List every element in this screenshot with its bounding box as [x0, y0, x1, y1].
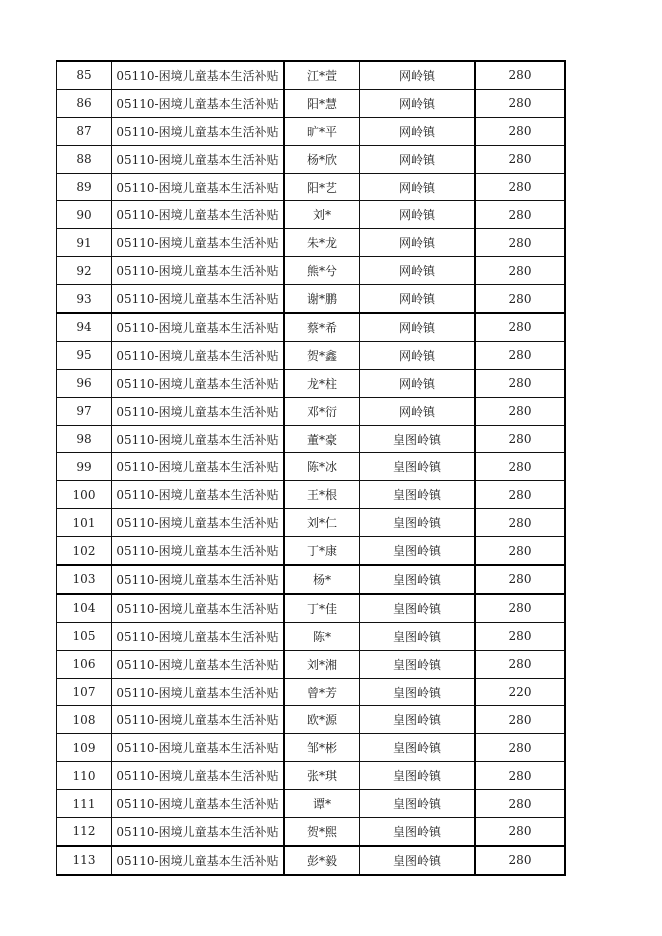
subsidy-item-cell: 05110-困境儿童基本生活补贴	[112, 818, 285, 846]
recipient-name-cell: 谭*	[284, 790, 360, 818]
subsidy-item-cell: 05110-困境儿童基本生活补贴	[112, 846, 285, 875]
recipient-name-cell: 张*琪	[284, 762, 360, 790]
recipient-name-cell: 阳*慧	[284, 89, 360, 117]
table-row	[57, 453, 566, 481]
town-name-cell: 皇图岭镇	[360, 481, 476, 509]
subsidy-item-cell: 05110-困境儿童基本生活补贴	[112, 565, 285, 594]
table-row	[57, 173, 566, 201]
recipient-name-cell: 阳*艺	[284, 173, 360, 201]
row-number-cell: 112	[57, 818, 112, 846]
town-name-cell: 皇图岭镇	[360, 453, 476, 481]
amount-cell: 220	[475, 678, 565, 706]
town-name-cell: 皇图岭镇	[360, 509, 476, 537]
town-name-cell: 网岭镇	[360, 229, 476, 257]
recipient-name-cell: 丁*康	[284, 537, 360, 565]
table-row	[57, 89, 566, 117]
table-row	[57, 117, 566, 145]
recipient-name-cell: 陈*	[284, 622, 360, 650]
table-row	[57, 622, 566, 650]
town-name-cell: 皇图岭镇	[360, 734, 476, 762]
amount-cell: 280	[475, 537, 565, 565]
table-row	[57, 145, 566, 173]
recipient-name-cell: 贺*熙	[284, 818, 360, 846]
row-number-cell: 110	[57, 762, 112, 790]
subsidy-item-cell: 05110-困境儿童基本生活补贴	[112, 145, 285, 173]
town-name-cell: 网岭镇	[360, 117, 476, 145]
amount-cell: 280	[475, 229, 565, 257]
amount-cell: 280	[475, 341, 565, 369]
recipient-name-cell: 贺*鑫	[284, 341, 360, 369]
recipient-name-cell: 欧*源	[284, 706, 360, 734]
amount-cell: 280	[475, 61, 565, 89]
amount-cell: 280	[475, 762, 565, 790]
row-number-cell: 87	[57, 117, 112, 145]
recipient-name-cell: 朱*龙	[284, 229, 360, 257]
town-name-cell: 皇图岭镇	[360, 818, 476, 846]
town-name-cell: 网岭镇	[360, 397, 476, 425]
amount-cell: 280	[475, 173, 565, 201]
row-number-cell: 111	[57, 790, 112, 818]
table-row	[57, 61, 566, 89]
table-row	[57, 369, 566, 397]
amount-cell: 280	[475, 706, 565, 734]
row-number-cell: 113	[57, 846, 112, 875]
row-number-cell: 107	[57, 678, 112, 706]
amount-cell: 280	[475, 565, 565, 594]
town-name-cell: 网岭镇	[360, 173, 476, 201]
table-row	[57, 229, 566, 257]
recipient-name-cell: 熊*兮	[284, 257, 360, 285]
town-name-cell: 皇图岭镇	[360, 622, 476, 650]
town-name-cell: 网岭镇	[360, 201, 476, 229]
amount-cell: 280	[475, 257, 565, 285]
subsidy-item-cell: 05110-困境儿童基本生活补贴	[112, 706, 285, 734]
row-number-cell: 89	[57, 173, 112, 201]
amount-cell: 280	[475, 509, 565, 537]
row-number-cell: 93	[57, 285, 112, 313]
subsidy-item-cell: 05110-困境儿童基本生活补贴	[112, 650, 285, 678]
town-name-cell: 网岭镇	[360, 341, 476, 369]
row-number-cell: 98	[57, 425, 112, 453]
subsidy-item-cell: 05110-困境儿童基本生活补贴	[112, 790, 285, 818]
table-row	[57, 201, 566, 229]
town-name-cell: 皇图岭镇	[360, 425, 476, 453]
amount-cell: 280	[475, 453, 565, 481]
subsidy-item-cell: 05110-困境儿童基本生活补贴	[112, 481, 285, 509]
subsidy-item-cell: 05110-困境儿童基本生活补贴	[112, 622, 285, 650]
amount-cell: 280	[475, 285, 565, 313]
table-row	[57, 257, 566, 285]
table-body	[57, 61, 566, 875]
recipient-name-cell: 谢*鹏	[284, 285, 360, 313]
row-number-cell: 106	[57, 650, 112, 678]
subsidy-item-cell: 05110-困境儿童基本生活补贴	[112, 229, 285, 257]
recipient-name-cell: 杨*	[284, 565, 360, 594]
recipient-name-cell: 彭*毅	[284, 846, 360, 875]
subsidy-item-cell: 05110-困境儿童基本生活补贴	[112, 117, 285, 145]
recipient-name-cell: 江*萱	[284, 61, 360, 89]
amount-cell: 280	[475, 369, 565, 397]
town-name-cell: 网岭镇	[360, 61, 476, 89]
amount-cell: 280	[475, 145, 565, 173]
table-row	[57, 397, 566, 425]
row-number-cell: 88	[57, 145, 112, 173]
row-number-cell: 104	[57, 594, 112, 622]
recipient-name-cell: 陈*冰	[284, 453, 360, 481]
table-row	[57, 762, 566, 790]
recipient-name-cell: 丁*佳	[284, 594, 360, 622]
row-number-cell: 95	[57, 341, 112, 369]
town-name-cell: 皇图岭镇	[360, 846, 476, 875]
recipient-name-cell: 龙*柱	[284, 369, 360, 397]
town-name-cell: 皇图岭镇	[360, 565, 476, 594]
town-name-cell: 皇图岭镇	[360, 650, 476, 678]
table-row	[57, 650, 566, 678]
town-name-cell: 网岭镇	[360, 145, 476, 173]
amount-cell: 280	[475, 650, 565, 678]
recipient-name-cell: 邹*彬	[284, 734, 360, 762]
subsidy-item-cell: 05110-困境儿童基本生活补贴	[112, 61, 285, 89]
row-number-cell: 96	[57, 369, 112, 397]
recipient-name-cell: 刘*仁	[284, 509, 360, 537]
subsidy-item-cell: 05110-困境儿童基本生活补贴	[112, 537, 285, 565]
amount-cell: 280	[475, 397, 565, 425]
subsidy-item-cell: 05110-困境儿童基本生活补贴	[112, 173, 285, 201]
amount-cell: 280	[475, 117, 565, 145]
table-row	[57, 790, 566, 818]
town-name-cell: 网岭镇	[360, 313, 476, 341]
row-number-cell: 103	[57, 565, 112, 594]
town-name-cell: 皇图岭镇	[360, 537, 476, 565]
row-number-cell: 97	[57, 397, 112, 425]
table-row	[57, 481, 566, 509]
table-row	[57, 734, 566, 762]
amount-cell: 280	[475, 790, 565, 818]
amount-cell: 280	[475, 89, 565, 117]
town-name-cell: 网岭镇	[360, 285, 476, 313]
subsidy-item-cell: 05110-困境儿童基本生活补贴	[112, 509, 285, 537]
table-row	[57, 565, 566, 594]
row-number-cell: 86	[57, 89, 112, 117]
row-number-cell: 101	[57, 509, 112, 537]
row-number-cell: 105	[57, 622, 112, 650]
table-row	[57, 594, 566, 622]
town-name-cell: 皇图岭镇	[360, 706, 476, 734]
table-row	[57, 818, 566, 846]
amount-cell: 280	[475, 313, 565, 341]
subsidy-item-cell: 05110-困境儿童基本生活补贴	[112, 285, 285, 313]
amount-cell: 280	[475, 622, 565, 650]
recipient-name-cell: 刘*	[284, 201, 360, 229]
table-row	[57, 509, 566, 537]
row-number-cell: 92	[57, 257, 112, 285]
amount-cell: 280	[475, 818, 565, 846]
row-number-cell: 102	[57, 537, 112, 565]
amount-cell: 280	[475, 481, 565, 509]
amount-cell: 280	[475, 425, 565, 453]
subsidy-item-cell: 05110-困境儿童基本生活补贴	[112, 734, 285, 762]
recipient-name-cell: 邓*衍	[284, 397, 360, 425]
town-name-cell: 网岭镇	[360, 89, 476, 117]
subsidy-item-cell: 05110-困境儿童基本生活补贴	[112, 678, 285, 706]
recipient-name-cell: 董*豪	[284, 425, 360, 453]
subsidy-item-cell: 05110-困境儿童基本生活补贴	[112, 89, 285, 117]
recipient-name-cell: 刘*湘	[284, 650, 360, 678]
town-name-cell: 网岭镇	[360, 257, 476, 285]
recipient-name-cell: 王*根	[284, 481, 360, 509]
recipient-name-cell: 曾*芳	[284, 678, 360, 706]
table-row	[57, 425, 566, 453]
table-row	[57, 537, 566, 565]
subsidy-item-cell: 05110-困境儿童基本生活补贴	[112, 341, 285, 369]
town-name-cell: 皇图岭镇	[360, 678, 476, 706]
row-number-cell: 91	[57, 229, 112, 257]
row-number-cell: 109	[57, 734, 112, 762]
table-row	[57, 285, 566, 313]
row-number-cell: 94	[57, 313, 112, 341]
subsidy-item-cell: 05110-困境儿童基本生活补贴	[112, 453, 285, 481]
subsidy-item-cell: 05110-困境儿童基本生活补贴	[112, 313, 285, 341]
town-name-cell: 网岭镇	[360, 369, 476, 397]
row-number-cell: 85	[57, 61, 112, 89]
recipient-name-cell: 蔡*希	[284, 313, 360, 341]
row-number-cell: 108	[57, 706, 112, 734]
table-row	[57, 678, 566, 706]
row-number-cell: 99	[57, 453, 112, 481]
table-row	[57, 706, 566, 734]
amount-cell: 280	[475, 846, 565, 875]
subsidy-item-cell: 05110-困境儿童基本生活补贴	[112, 425, 285, 453]
town-name-cell: 皇图岭镇	[360, 594, 476, 622]
subsidy-item-cell: 05110-困境儿童基本生活补贴	[112, 397, 285, 425]
recipient-name-cell: 旷*平	[284, 117, 360, 145]
amount-cell: 280	[475, 201, 565, 229]
row-number-cell: 100	[57, 481, 112, 509]
town-name-cell: 皇图岭镇	[360, 790, 476, 818]
subsidy-table	[56, 60, 566, 876]
town-name-cell: 皇图岭镇	[360, 762, 476, 790]
table-row	[57, 313, 566, 341]
subsidy-item-cell: 05110-困境儿童基本生活补贴	[112, 369, 285, 397]
table-row	[57, 846, 566, 875]
subsidy-item-cell: 05110-困境儿童基本生活补贴	[112, 257, 285, 285]
amount-cell: 280	[475, 734, 565, 762]
subsidy-item-cell: 05110-困境儿童基本生活补贴	[112, 594, 285, 622]
table-row	[57, 341, 566, 369]
amount-cell: 280	[475, 594, 565, 622]
subsidy-item-cell: 05110-困境儿童基本生活补贴	[112, 762, 285, 790]
recipient-name-cell: 杨*欣	[284, 145, 360, 173]
subsidy-item-cell: 05110-困境儿童基本生活补贴	[112, 201, 285, 229]
row-number-cell: 90	[57, 201, 112, 229]
